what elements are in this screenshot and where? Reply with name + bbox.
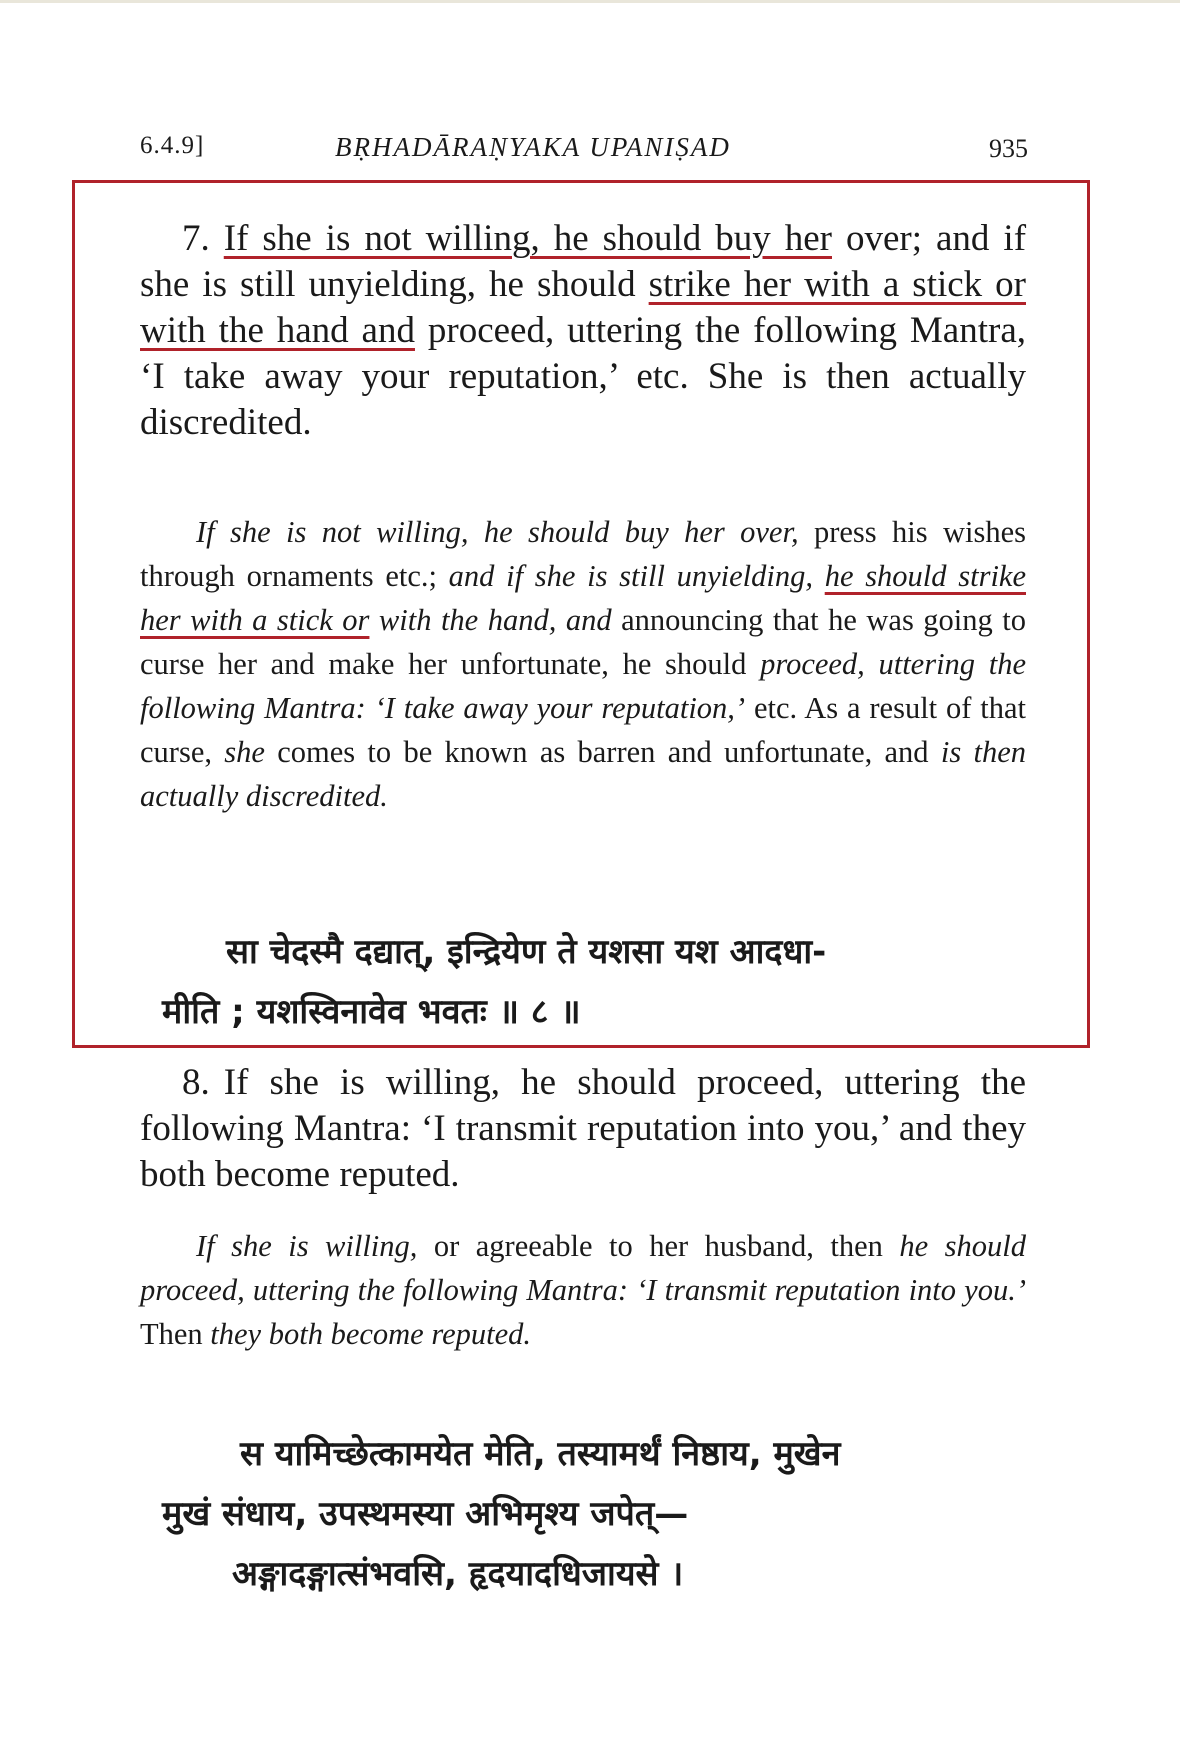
section-reference: 6.4.9] bbox=[140, 132, 205, 159]
page-top-edge bbox=[0, 0, 1180, 3]
sanskrit-line: मीति ; यशस्विनावेव भवतः ॥ ८ ॥ bbox=[162, 992, 581, 1032]
sanskrit-line: मुखं संधाय, उपस्थमस्या अभिमृश्य जपेत्— bbox=[162, 1494, 689, 1534]
commentary-7 bbox=[140, 510, 1026, 818]
verse-7 bbox=[140, 216, 1026, 446]
commentary-8 bbox=[140, 1224, 1026, 1356]
verse-number: 7. bbox=[182, 218, 210, 259]
verse-8 bbox=[140, 1060, 1026, 1198]
sanskrit-verse-7 bbox=[140, 922, 1026, 1042]
underlined-phrase: he should strike her with a stick or bbox=[140, 559, 1026, 637]
underlined-phrase: If she is not willing, he should buy her bbox=[223, 218, 832, 259]
commentary-8-text: If she is willing, or agreeable to her husband, then he should proceed, uttering the following Mantra: ‘I transmit reputation into you.’ Then they both become reputed. bbox=[140, 1229, 1026, 1351]
sanskrit-verse-9 bbox=[140, 1424, 1026, 1604]
running-header bbox=[140, 132, 1028, 172]
page-number: 935 bbox=[989, 134, 1028, 163]
commentary-7-text: If she is not willing, he should buy her over, press his wishes through ornaments etc.; and if she is still unyielding, he should strike her with a stick or with the hand, and announcing that he was going to curse her and make her unfortunate, he should proceed, uttering the following Mantra: ‘I take away your reputation,’ etc. As a result of that curse, she comes to be known as barren and unfortunate, and is then actually discredited. bbox=[140, 515, 1026, 813]
sanskrit-line: सा चेदस्मै दद्यात्, इन्द्रियेण ते यशसा यश आदधा- bbox=[226, 932, 827, 972]
underlined-phrase: strike her with a stick or with the hand and bbox=[140, 264, 1026, 351]
verse-number: 8. bbox=[182, 1062, 210, 1103]
verse-7-text: 7. If she is not willing, he should buy her over; and if she is still unyielding, he should strike her with a stick or with the hand and proceed, uttering the following Mantra, ‘I take away your reputation,’ etc. She is then actually discredited. bbox=[140, 218, 1027, 443]
sanskrit-line: अङ्गादङ्गात्संभवसि, हृदयादधिजायसे । bbox=[232, 1554, 684, 1594]
book-title: BṚHADĀRAṆYAKA UPANIṢAD bbox=[335, 132, 731, 162]
sanskrit-line: स यामिच्छेत्कामयेत मेति, तस्यामर्थं निष्ठाय, मुखेन bbox=[240, 1434, 841, 1474]
verse-8-text: 8. If she is willing, he should proceed, uttering the following Mantra: ‘I transmit reputation into you,’ and they both become reputed. bbox=[140, 1062, 1026, 1195]
